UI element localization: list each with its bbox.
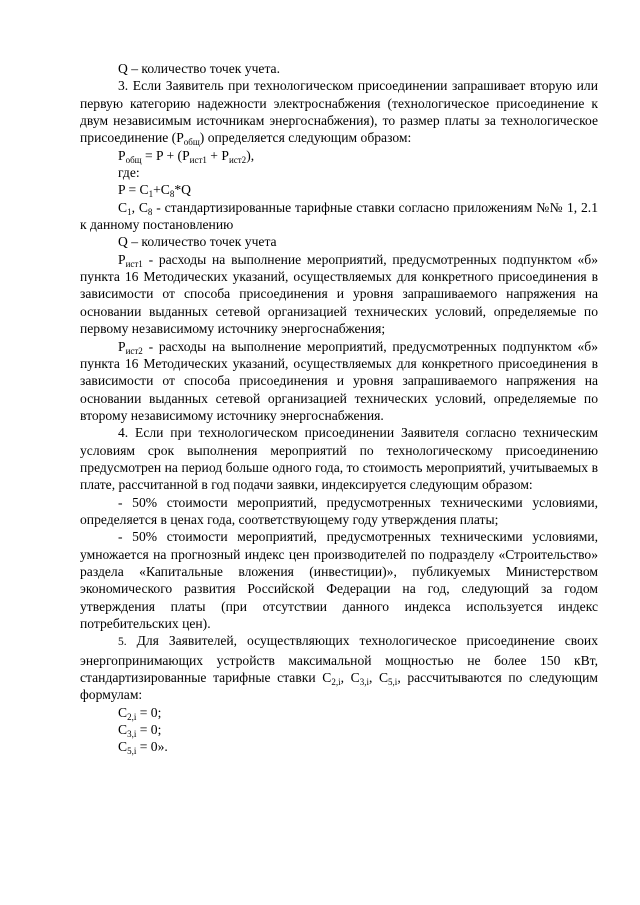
bullet-second-half: - 50% стоимости мероприятий, предусмотренных техническими условиями, умножается на прогнозный индекс цен производителей по подразделу «Строительство» раздела «Капитальные вложения (инвестиции)», публикуемых Министерством экономического развития Российской Федерации на год, следующий за годом утверждения платы (при отсутствии данного индекса используется индекс потребительских цен). (80, 529, 598, 631)
pist1-definition: $P_{ист1}$ - расходы на выполнение мероприятий, предусмотренных подпунктом «б» пункта 16 Методических указаний, осуществляемых для конкретного присоединения в зависимости от способа присоединения и уровня запрашиваемого напряжения на основании выданных сетевой организацией технических условий, определяемые по первому независимому источнику энергоснабжения; (80, 251, 598, 337)
c-rates-definition: $C_1$, $C_8$ - стандартизированные тарифные ставки согласно приложениям №№ 1, 2.1 к данному постановлению (80, 199, 598, 233)
pist2-definition: $P_{ист2}$ - расходы на выполнение мероприятий, предусмотренных подпунктом «б» пункта 16 Методических указаний, осуществляемых для конкретного присоединения в зависимости от способа присоединения и уровня запрашиваемого напряжения на основании выданных сетевой организацией технических условий, определяемые по второму независимому источнику энергоснабжения. (80, 338, 598, 423)
bullet-first-half: - 50% стоимости мероприятий, предусмотренных техническими условиями, определяется в ценах года, соответствующему году утверждения платы; (80, 494, 598, 527)
formula-c3: $C_{3,i} = 0$; (118, 722, 162, 740)
where-label: где: (118, 165, 140, 181)
formula-p: $P = C_1+C_8*Q$ (118, 182, 191, 200)
document-body (80, 60, 598, 756)
q-definition: Q – количество точек учета. (118, 61, 280, 76)
paragraph-item-5: 5. Для Заявителей, осуществляющих технологическое присоединение своих энергопринимающих устройств максимальной мощностью не более 150 кВт, стандартизированные тарифные ставки $C_{2,i}$, $C_{3,i}$, $C_{5,i}$, рассчитываются по следующим формулам: (80, 633, 598, 703)
q-definition-2: Q – количество точек учета (118, 234, 277, 250)
formula-c2: $C_{2,i} = 0$; (118, 704, 162, 722)
paragraph-item-3: 3. Если Заявитель при технологическом присоединении запрашивает вторую или первую категорию надежности электроснабжения (технологическое присоединение к двум независимым источникам энергоснабжения), то размер платы за технологическое присоединение $(P_{общ})$ определяется следующим образом: (80, 78, 598, 148)
paragraph-item-4: 4. Если при технологическом присоединении Заявителя согласно техническим условиям срок выполнения мероприятий по технологическому присоединению предусмотрен на период больше одного года, то стоимость мероприятий, учитываемых в плате, рассчитанной в год подачи заявки, индексируется следующим образом: (80, 425, 598, 493)
formula-c5: $C_{5,i} = 0$». (118, 739, 168, 757)
formula-total-fee: $P_{общ} = P + (P_{ист1} + P_{ист2})$, (118, 147, 255, 165)
